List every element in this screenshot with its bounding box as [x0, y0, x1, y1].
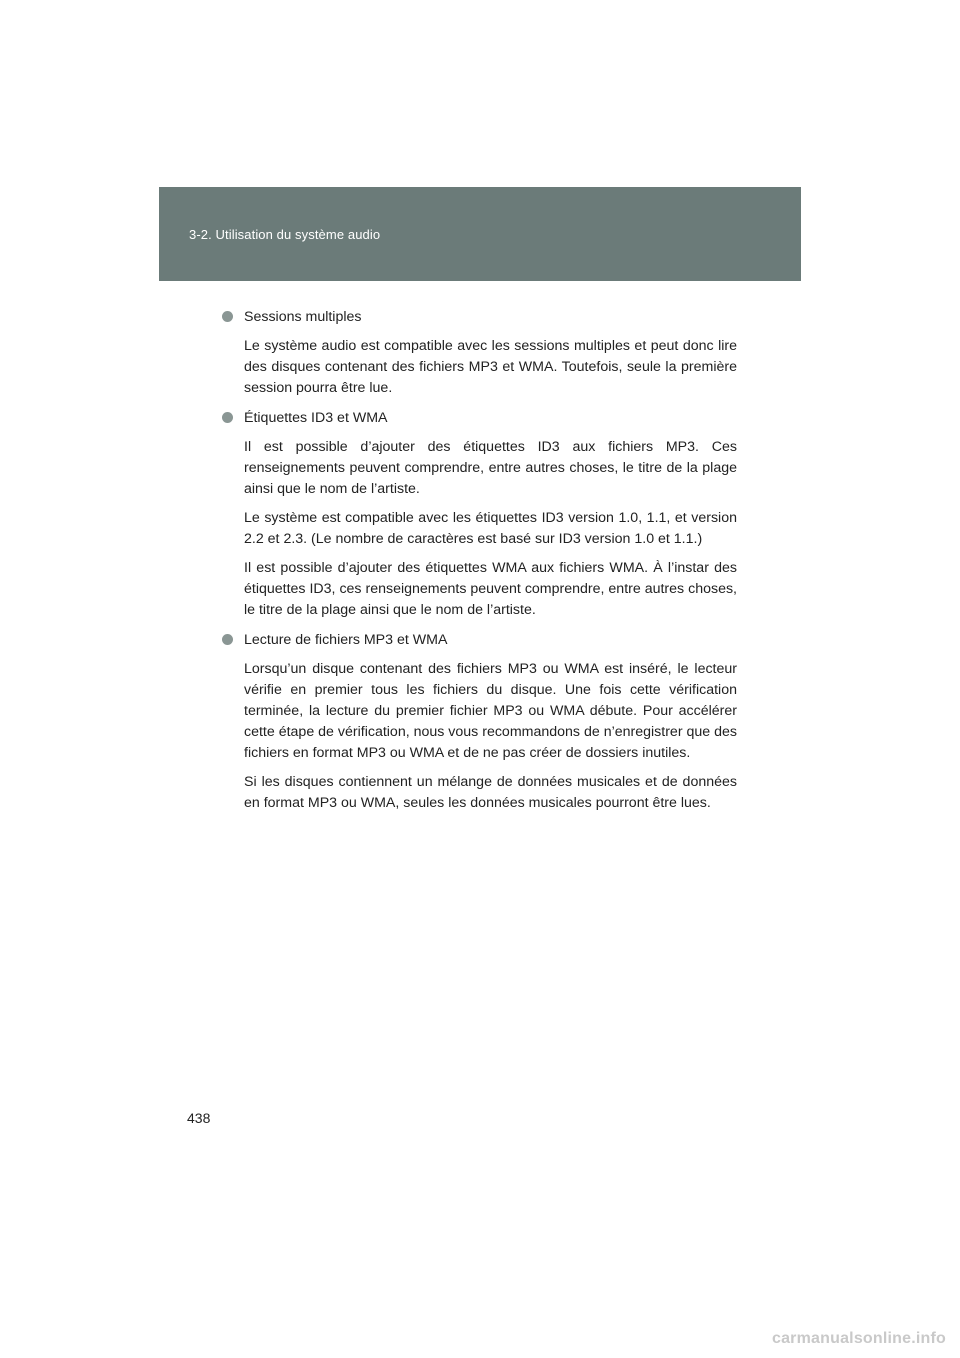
watermark: carmanualsonline.info: [771, 1330, 946, 1347]
section-heading: [222, 306, 737, 328]
section-heading: [222, 407, 737, 429]
section-heading-text: Étiquettes ID3 et WMA: [244, 410, 388, 426]
paragraph: Le système audio est compatible avec les sessions multiples et peut donc lire des disques contenant des fichiers MP3 et WMA. Toutefois, seule la première session pourra être lue.: [244, 338, 737, 396]
section-etiquettes-id3-wma: [222, 407, 737, 621]
paragraph: Lorsqu’un disque contenant des fichiers MP3 ou WMA est inséré, le lecteur vérifie en premier tous les fichiers du disque. Une fois cette vérification terminée, la lecture du premier fichier MP3 ou WMA débute. Pour accélérer cette étape de vérification, nous vous recommandons de n’enregistrer que des fichiers en format MP3 ou WMA et de ne pas créer de dossiers inutiles.: [244, 661, 737, 761]
section-heading-text: Sessions multiples: [244, 309, 362, 325]
chapter-title: 3-2. Utilisation du système audio: [189, 227, 381, 242]
section-lecture-fichiers: [222, 629, 737, 814]
paragraph: Il est possible d’ajouter des étiquettes WMA aux fichiers WMA. À l’instar des étiquettes ID3, ces renseignements peuvent comprendre, entre autres choses, le titre de la plage ainsi que le nom de l’artiste.: [244, 560, 737, 618]
section-sessions-multiples: [222, 306, 737, 399]
circle-bullet-icon: [222, 634, 233, 645]
circle-bullet-icon: [222, 311, 233, 322]
section-heading-text: Lecture de fichiers MP3 et WMA: [244, 632, 448, 648]
section-heading: [222, 629, 737, 651]
circle-bullet-icon: [222, 412, 233, 423]
paragraph: Le système est compatible avec les étiquettes ID3 version 1.0, 1.1, et version 2.2 et 2.3. (Le nombre de caractères est basé sur ID3 version 1.0 et 1.1.): [244, 510, 737, 547]
page-number: 438: [187, 1110, 211, 1126]
paragraph: Il est possible d’ajouter des étiquettes ID3 aux fichiers MP3. Ces renseignements peuvent comprendre, entre autres choses, le titre de la plage ainsi que le nom de l’artiste.: [244, 439, 737, 497]
page-content: [222, 306, 737, 814]
chapter-header-band: [159, 187, 801, 281]
paragraph: Si les disques contiennent un mélange de données musicales et de données en format MP3 ou WMA, seules les données musicales pourront être lues.: [244, 774, 737, 811]
